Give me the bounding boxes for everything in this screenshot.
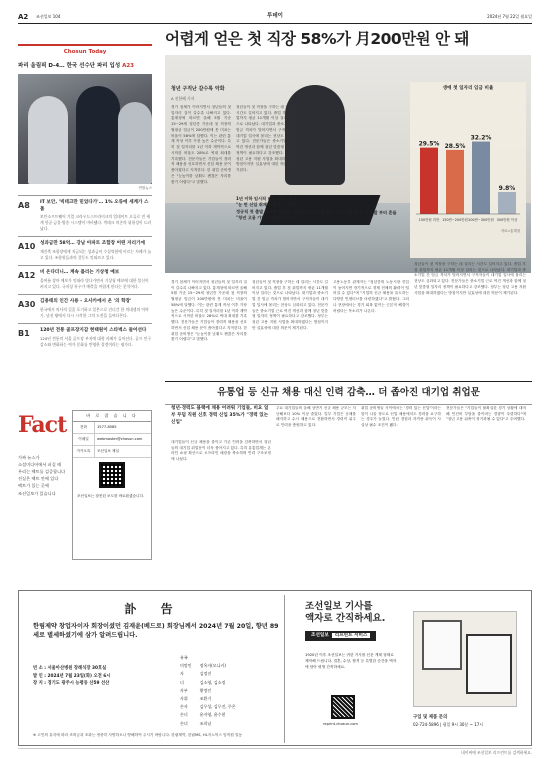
obituary-footnote: ※ 고인의 유지에 따라 조의금과 조화는 정중히 사양하오니 양해하여 주시기 바랍니다. 한림제약, 한림MS, HL지노믹스 임직원 일동 — [33, 733, 243, 738]
index-item[interactable] — [18, 294, 152, 323]
bottom-ads — [18, 590, 532, 746]
correction-rows — [73, 422, 151, 459]
mourner-name: 조환기 — [199, 695, 212, 701]
section-name: 투데이 — [267, 13, 283, 19]
slogan-line: 진실은 팩트 안에 있다 — [18, 476, 59, 482]
olympic-photo — [18, 74, 152, 184]
chosun-today-title: Chosun Today — [18, 44, 152, 57]
article-byline: A 선한혜 기자 — [171, 96, 195, 101]
frame-sample-image — [413, 611, 517, 707]
page-header — [18, 12, 532, 24]
second-kicker: 청년·경력도 블랙에 채용 어려워 기업들, 비요 일부 무덤 직원 신호 경력 신입 35%가 "경력 있는 신입" — [171, 406, 269, 425]
reprint-badge — [305, 631, 376, 642]
photo-caption: 연합뉴스 — [138, 185, 152, 190]
main-headline[interactable]: 어렵게 얻은 첫 직장 58%가 月200만원 안 돼 — [165, 30, 469, 48]
correction-title: 바 로 잡 습 니 다 — [73, 411, 151, 422]
mourner-name: 김정진 — [199, 671, 212, 677]
category-label-3: 300만원 이상 — [496, 217, 518, 222]
mourner-row — [177, 688, 239, 694]
page-number: A2 — [18, 13, 29, 21]
bar-3 — [498, 192, 516, 214]
index-body — [40, 241, 152, 260]
obituary-title: 訃 告 — [124, 602, 183, 616]
mourner-row — [177, 721, 239, 727]
bar-label-1: 28.5% — [444, 142, 466, 150]
index-list — [18, 195, 152, 353]
second-col-2: 주요 대기업들의 올해 상반기 신규 채용 규모는 지난해보다 10% 이상 줄었다. 일부 기업은 공채를 폐지하고 수시 채용으로 전환하면서 경력직 위주로 인력을 충원하고 있다. — [276, 406, 356, 428]
edition-label: 조선일보 104 — [36, 14, 61, 19]
row-value: webmaster@chosun.com — [97, 437, 143, 441]
mourner-relation: 미망인 — [180, 663, 192, 669]
obituary-text: 한림제약 창업자이자 회장이셨던 김재윤(베드로) 회장님께서 2024년 7월 20일, 향년 89세로 별세하셨기에 삼가 알려드립니다. — [33, 623, 279, 640]
index-text: 재건축 조합장에게 지급되는 성과금이 수십억원에 이르는 사례가 늘고 있다. 조합원들과의 갈등도 잇따르고 있다. — [40, 249, 152, 260]
article-col-4: 청년들이 첫 직장을 구하는 데 걸리는 시간도 길어지고 있다. 졸업 후 첫 취업까지 평균 11개월 이상 걸리는 것으로 나타났다. 대기업과 중소기업 간 임금 격차가 벌어지면서 구직자들이 대기업 입사에 몰리는 현상도 심화되고 있다. 전문가들은 중소기업 근로 여건 개선과 함께 청년 맞춤형 일자리 정책이 필요하다고 강조했다. 정부는 청년 고용 지원 사업을 확대하겠다는 방침이지만 실효성에 대한 의문이 제기된다. — [252, 280, 328, 330]
today-headline[interactable] — [18, 63, 152, 71]
mourner-relation: 자 — [180, 671, 184, 677]
article-subhead-2: 청년 고용 '빨간불' 신입 채용 축소 첫 출발 부터 흔들 — [300, 210, 397, 215]
index-title: 성과금만 58억… 강남 아파트 조합장 어떤 자리기에 — [40, 241, 145, 247]
funeral-info — [33, 665, 110, 688]
bar-2 — [472, 141, 490, 213]
index-page: A8 — [18, 201, 30, 210]
slogan-line: 가짜 뉴스가 — [18, 454, 40, 460]
obituary-ad — [23, 595, 285, 743]
mourner-name: 황정인 — [199, 687, 212, 693]
fact-logo: Fact — [18, 412, 67, 438]
index-body — [40, 270, 152, 289]
mourner-name — [197, 655, 239, 661]
mourner-relation: 사위 — [180, 695, 188, 701]
reprint-ad — [291, 597, 529, 741]
index-text: 올여름 장마 예보가 잇따라 빗나가면서 기상청 예보에 대한 불신이 커지고 있다. 국지성 폭우가 예측을 어렵게 한다는 분석이다. — [40, 278, 149, 289]
mourner-row — [177, 680, 239, 686]
reprint-url[interactable]: reprint.chosun.com — [323, 722, 358, 726]
funeral-info-line: 발 인 : 2024년 7월 23일(화) 오전 6시 — [33, 673, 111, 679]
chart-title: 생애 첫 일자리 임금 비율 — [442, 86, 494, 91]
funeral-info-line: 빈 소 : 서울아산병원 장례식장 30호실 — [33, 666, 107, 671]
index-body — [40, 299, 152, 318]
index-item[interactable] — [18, 236, 152, 265]
article-subhead: 1년 이하 임시직 비율 28% 최대 "눈 먼 신입 취재에 밀다" 도55% 정규직 첫 출발 비교적 높지만 개인 "청년 고용 가업이 어렵다 이유" — [236, 196, 300, 220]
order-title: 구입 및 제품 문의 — [413, 715, 448, 720]
second-col-4: 전문가들은 "기업들이 불확실한 경기 상황에 대비해 인건비 부담을 줄이려는 경향이 뚜렷하다"며 "청년 고용 위축이 장기화될 수 있다"고 우려했다. — [446, 406, 526, 422]
photo-figure — [76, 86, 120, 184]
bottom-strip: 네이버에 조선일보 리프린트를 검색하세요. — [18, 748, 532, 756]
correction-box — [72, 410, 152, 560]
photo-figure — [28, 96, 68, 184]
category-label-2: 200만~300만원 — [468, 217, 494, 222]
mourner-name: 김무성, 김무진, 주은 — [199, 704, 236, 710]
correction-row[interactable] — [73, 422, 151, 434]
mourner-row — [177, 712, 239, 718]
fact-promo — [18, 410, 152, 574]
mourner-relation: 손자 — [180, 704, 188, 710]
photo-figure — [118, 102, 152, 184]
today-headline-text: 파리 올림픽 D-4… 한국 선수단 파리 입성 — [18, 62, 121, 69]
article-col-1: 경기 침체가 이어지면서 청년들의 첫 일자리 질이 갈수록 나빠지고 있다. 통계청에 따르면 올해 5월 기준 15~29세 청년층 가운데 첫 직장의 월평균 임금이 200만원에 못 미치는 비율이 58%에 달했다. 이는 관련 통계 작성 이후 가장 높은 수준이다. 특히 첫 일자리를 1년 이하 계약직으로 시작한 비율도 28%로 역대 최대를 기록했다. 전문가들은 기업들이 경력직 채용을 선호하면서 신입 채용 문이 좁아졌다고 지적한다. 한 취업 준비생은 "눈높이를 낮춰도 괜찮은 자리를 찾기 어렵다"고 말했다. — [171, 105, 231, 184]
index-text: 한국에서 의사의 길을 포기하고 일본으로 건너간 한 의대생의 이야기. 낯선 땅에서 다시 시작한 그의 도전을 들여다본다. — [40, 307, 149, 318]
article-col-6: 청년들이 첫 직장을 구하는 데 걸리는 시간도 길어지고 있다. 졸업 후 첫 취업까지 평균 11개월 이상 걸리는 것으로 나타났다. 대기업과 중소기업 간 임금 격차가 벌어지면서 구직자들이 대기업 입사에 몰리는 현상도 심화되고 있다. 전문가들은 중소기업 근로 여건 개선과 함께 청년 맞춤형 일자리 정책이 필요하다고 강조했다. 정부는 청년 고용 지원 사업을 확대하겠다는 방침이지만 실효성에 대한 의문이 제기된다. — [414, 262, 526, 295]
reprint-badge-brand: 조선일보 — [311, 632, 329, 638]
correction-note: 조선일보는 잘못된 보도를 바로잡겠습니다. — [77, 494, 145, 499]
row-key: 전화 — [73, 422, 95, 433]
slogan-line: 소셜미디어에서 퍼질 때 — [18, 462, 62, 468]
article-kicker: 청년 구직난 갈수록 악화 — [171, 86, 225, 92]
order-phone: 02-724-5896 | 평일 9시 30분 ~ 17시 — [413, 721, 484, 727]
mourner-relation: 손녀 — [180, 720, 188, 726]
index-item[interactable] — [18, 323, 152, 352]
correction-row[interactable] — [73, 434, 151, 446]
mourner-row — [177, 663, 239, 669]
mourner-relation: 유족 — [180, 655, 188, 660]
second-headline[interactable]: 유통업 등 신규 채용 대신 인력 감축… 더 좁아진 대기업 취업문 — [165, 381, 532, 405]
bar-0 — [420, 147, 438, 213]
mourner-name: 윤자영, 윤수현 — [199, 712, 226, 718]
index-title: IT 보안, '빅테크만 믿었다가'… 1% 오류에 세계가 스톱 — [40, 200, 149, 212]
article-col-5: 고용노동부 관계자는 "청년층의 노동시장 진입이 늦어지면 장기적으로 경제 전체의 활력이 떨어질 수 있다"며 "기업의 신규 채용을 유도하는 다양한 인센티브를 마련하겠다"고 밝혔다. 그러나 현장에서는 경기 회복 없이는 근본적 해결이 어렵다는 목소리가 나온다. — [333, 280, 409, 313]
index-body — [40, 328, 152, 347]
mourner-list — [175, 653, 241, 729]
mourner-name: 정옥자(모니카) — [199, 663, 226, 669]
wage-infographic — [410, 82, 526, 258]
mourner-row — [177, 704, 239, 710]
second-col-3: 취업 준비생들 사이에서는 '경력 있는 신입'이라는 말이 나올 정도로 신입 채용에서도 경력을 요구하는 경우가 늘었다. 인턴 경험과 자격증 취득이 사실상 필수 조건이 됐다. — [361, 406, 441, 428]
second-col-1: 대기업들이 신규 채용을 줄이고 기존 인력을 감축하면서 청년들의 대기업 취업문이 더욱 좁아지고 있다. 특히 유통업계는 온라인 쇼핑 확산으로 오프라인 매장을 축소하며 인력 구조조정에 나섰다. — [171, 440, 271, 462]
index-page: A10 — [18, 242, 36, 252]
index-text: 보안소프트웨어 기업 크라우드스트라이크의 업데이트 오류로 전 세계 항공·금융·방송 시스템이 마비됐다. 빅테크 의존의 위험성이 드러났다. — [40, 214, 152, 231]
today-headline-page: A23 — [122, 62, 134, 69]
index-page: A30 — [18, 300, 36, 310]
funeral-info-line: 장 지 : 경기도 광주시 능평동 산59 선산 — [33, 681, 110, 687]
reprint-title-line: 액자로 간직하세요. — [305, 612, 386, 624]
row-value: 1577-8585 — [97, 424, 117, 429]
bar-label-2: 32.2% — [470, 134, 492, 142]
article-col-2: 청년들이 첫 직장을 구하는 데 걸리는 시간도 길어지고 있다. 졸업 후 첫 취업까지 평균 11개월 이상 걸리는 것으로 나타났다. 대기업과 중소기업 간 임금 격차가 벌어지면서 구직자들이 대기업 입사에 몰리는 현상도 심화되고 있다. 전문가들은 중소기업 근로 여건 개선과 함께 청년 맞춤형 일자리 정책이 필요하다고 강조했다. 정부는 청년 고용 지원 사업을 확대하겠다는 방침이지만 실효성에 대한 의문이 제기된다. — [236, 105, 296, 173]
qr-code-icon[interactable] — [331, 695, 355, 719]
mourner-name: 조희남 — [199, 720, 212, 726]
index-body — [40, 200, 152, 231]
index-text: 120년 전통의 서울 골프장 부지에 대형 카페가 들어선다. 골프 인구 감소와 변화하는 여가 문화를 반영한 결정이라는 평가다. — [40, 336, 152, 347]
mourner-relation: 녀 — [180, 679, 184, 685]
main-article-header — [165, 30, 532, 49]
mourner-relation: 손녀 — [180, 712, 188, 718]
qr-code-icon[interactable] — [99, 462, 125, 488]
index-page: B1 — [18, 329, 30, 339]
mourner-row — [177, 655, 239, 661]
index-title: 120년 전통 골프장지갑 현택원이 스타벅스 들어선다 — [40, 328, 147, 334]
index-page: A12 — [18, 271, 36, 281]
index-title: 김용태의 인간 사용 - 오사카에서 온 '의 학장' — [40, 299, 132, 305]
reprint-title-line: 조선일보 기사를 — [305, 601, 373, 612]
row-key: 카카오톡 — [73, 446, 95, 457]
correction-row[interactable] — [73, 446, 151, 458]
order-info — [413, 715, 483, 728]
chosun-today — [18, 44, 152, 353]
slogan-line: 팩트가 있는 곳에 — [18, 483, 49, 489]
wage-chart — [414, 96, 522, 246]
bar-1 — [446, 150, 464, 214]
bar-label-3: 9.8% — [498, 184, 516, 192]
index-item[interactable] — [18, 265, 152, 294]
article-col-3: 경기 침체가 이어지면서 청년들의 첫 일자리 질이 갈수록 나빠지고 있다. 통계청에 따르면 올해 5월 기준 15~29세 청년층 가운데 첫 직장의 월평균 임금이 200만원에 못 미치는 비율이 58%에 달했다. 이는 관련 통계 작성 이후 가장 높은 수준이다. 특히 첫 일자리를 1년 이하 계약직으로 시작한 비율도 28%로 역대 최대를 기록했다. 전문가들은 기업들이 경력직 채용을 선호하면서 신입 채용 문이 좁아졌다고 지적한다. 한 취업 준비생은 "눈높이를 낮춰도 괜찮은 자리를 찾기 어렵다"고 말했다. — [171, 280, 247, 342]
frame-icon — [466, 634, 512, 694]
mourner-name: 김소영, 김소정 — [199, 679, 226, 685]
category-label-0: 150만원 미만 — [418, 217, 440, 222]
bar-label-0: 29.5% — [418, 140, 440, 148]
issue-date: 2024년 7월 22일 월요일 — [487, 14, 532, 19]
frame-icon — [422, 620, 462, 670]
mourner-row — [177, 671, 239, 677]
reprint-badge-sub: 리프린트 서비스 — [332, 633, 371, 638]
slogan-line: 우리는 팩트를 검증합니다 — [18, 469, 66, 475]
mourner-relation: 자부 — [180, 687, 188, 693]
row-key: 이메일 — [73, 434, 95, 445]
category-label-1: 150만~200만원 — [442, 217, 468, 222]
mourner-row — [177, 696, 239, 702]
slogan-line: 조선일보가 있습니다 — [18, 490, 56, 496]
index-title: 비 온다더니… 계속 틀리는 기상청 예보 — [40, 270, 120, 276]
row-value: 조선일보 채널 — [97, 449, 119, 454]
reprint-text: 1920년 이후 조선일보는 귀한 기사를 신문 게재 형태로 제작해 드립니다. 결혼, 수상, 합격 등 특별한 순간을 액자에 담아 평생 간직하세요. — [305, 653, 397, 669]
chart-source: 자료=통계청 — [500, 228, 520, 233]
index-item[interactable] — [18, 195, 152, 236]
